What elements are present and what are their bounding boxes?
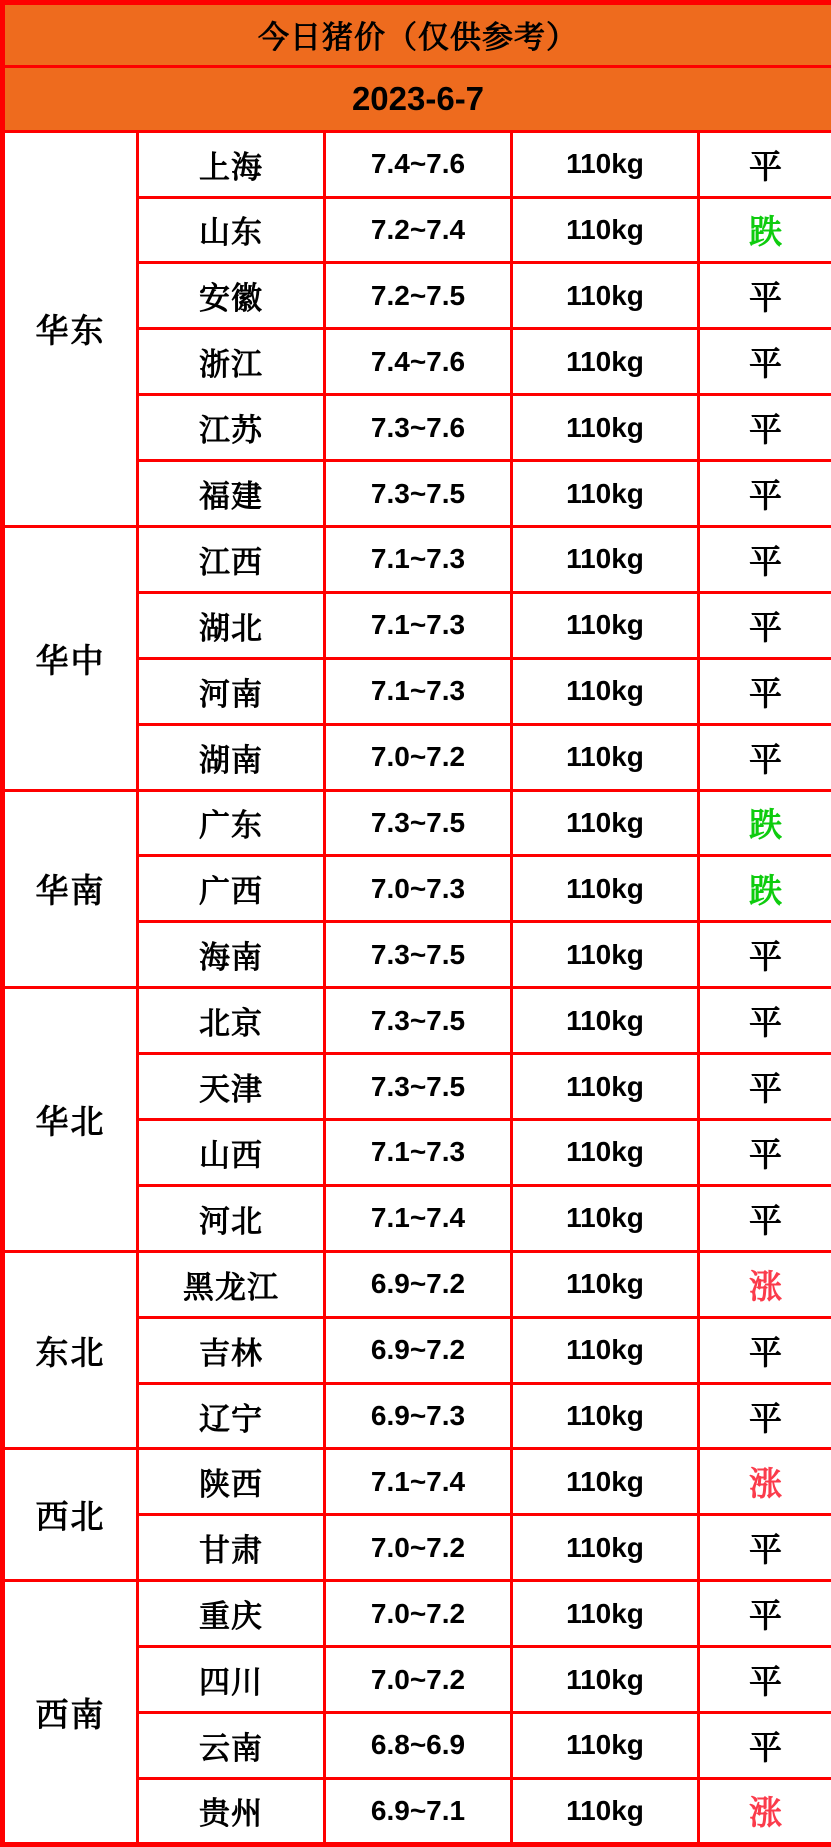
province-cell: 陕西 <box>138 1449 325 1515</box>
province-cell: 河南 <box>138 658 325 724</box>
table-row <box>3 1449 831 1515</box>
weight-cell: 110kg <box>512 1647 699 1713</box>
date-label: 2023-6-7 <box>3 66 831 131</box>
price-cell: 7.3~7.5 <box>325 461 512 527</box>
province-cell: 广东 <box>138 790 325 856</box>
price-cell: 6.8~6.9 <box>325 1713 512 1779</box>
province-cell: 贵州 <box>138 1778 325 1844</box>
region-cell: 华中 <box>3 526 138 790</box>
status-cell: 平 <box>699 1185 831 1251</box>
status-cell: 平 <box>699 526 831 592</box>
region-cell: 华南 <box>3 790 138 988</box>
province-cell: 湖南 <box>138 724 325 790</box>
weight-cell: 110kg <box>512 1317 699 1383</box>
province-cell: 甘肃 <box>138 1515 325 1581</box>
weight-cell: 110kg <box>512 988 699 1054</box>
weight-cell: 110kg <box>512 922 699 988</box>
price-cell: 7.1~7.3 <box>325 658 512 724</box>
weight-cell: 110kg <box>512 263 699 329</box>
status-cell: 平 <box>699 395 831 461</box>
province-cell: 四川 <box>138 1647 325 1713</box>
weight-cell: 110kg <box>512 1581 699 1647</box>
status-cell: 平 <box>699 1647 831 1713</box>
table-row <box>3 988 831 1054</box>
status-cell: 平 <box>699 263 831 329</box>
status-cell: 平 <box>699 658 831 724</box>
weight-cell: 110kg <box>512 197 699 263</box>
weight-cell: 110kg <box>512 461 699 527</box>
price-table-body <box>3 3 831 1845</box>
weight-cell: 110kg <box>512 1713 699 1779</box>
price-cell: 6.9~7.2 <box>325 1251 512 1317</box>
status-cell: 平 <box>699 922 831 988</box>
status-cell: 平 <box>699 461 831 527</box>
status-cell: 平 <box>699 131 831 197</box>
province-cell: 上海 <box>138 131 325 197</box>
price-cell: 7.0~7.3 <box>325 856 512 922</box>
table-row <box>3 131 831 197</box>
weight-cell: 110kg <box>512 1449 699 1515</box>
province-cell: 天津 <box>138 1054 325 1120</box>
price-cell: 7.0~7.2 <box>325 1647 512 1713</box>
price-cell: 7.3~7.5 <box>325 790 512 856</box>
price-cell: 7.0~7.2 <box>325 1581 512 1647</box>
province-cell: 辽宁 <box>138 1383 325 1449</box>
province-cell: 黑龙江 <box>138 1251 325 1317</box>
weight-cell: 110kg <box>512 1054 699 1120</box>
date-row <box>3 66 831 131</box>
status-cell: 跌 <box>699 790 831 856</box>
status-cell: 平 <box>699 1713 831 1779</box>
province-cell: 江苏 <box>138 395 325 461</box>
weight-cell: 110kg <box>512 724 699 790</box>
province-cell: 安徽 <box>138 263 325 329</box>
status-cell: 跌 <box>699 197 831 263</box>
weight-cell: 110kg <box>512 329 699 395</box>
price-cell: 7.2~7.5 <box>325 263 512 329</box>
region-cell: 西南 <box>3 1581 138 1845</box>
weight-cell: 110kg <box>512 658 699 724</box>
status-cell: 平 <box>699 724 831 790</box>
table-row <box>3 790 831 856</box>
province-cell: 重庆 <box>138 1581 325 1647</box>
weight-cell: 110kg <box>512 856 699 922</box>
price-cell: 7.1~7.4 <box>325 1185 512 1251</box>
province-cell: 云南 <box>138 1713 325 1779</box>
price-cell: 7.0~7.2 <box>325 1515 512 1581</box>
status-cell: 涨 <box>699 1449 831 1515</box>
price-cell: 7.3~7.5 <box>325 988 512 1054</box>
weight-cell: 110kg <box>512 395 699 461</box>
status-cell: 平 <box>699 1581 831 1647</box>
status-cell: 跌 <box>699 856 831 922</box>
province-cell: 江西 <box>138 526 325 592</box>
status-cell: 涨 <box>699 1778 831 1844</box>
price-cell: 7.0~7.2 <box>325 724 512 790</box>
price-cell: 7.3~7.5 <box>325 1054 512 1120</box>
province-cell: 海南 <box>138 922 325 988</box>
weight-cell: 110kg <box>512 1383 699 1449</box>
price-cell: 7.3~7.6 <box>325 395 512 461</box>
table-row <box>3 1251 831 1317</box>
status-cell: 平 <box>699 329 831 395</box>
province-cell: 河北 <box>138 1185 325 1251</box>
weight-cell: 110kg <box>512 1778 699 1844</box>
region-cell: 华东 <box>3 131 138 526</box>
province-cell: 福建 <box>138 461 325 527</box>
weight-cell: 110kg <box>512 1515 699 1581</box>
page-title: 今日猪价（仅供参考） <box>3 3 831 67</box>
price-cell: 7.1~7.3 <box>325 592 512 658</box>
price-cell: 6.9~7.2 <box>325 1317 512 1383</box>
status-cell: 平 <box>699 1515 831 1581</box>
weight-cell: 110kg <box>512 1185 699 1251</box>
province-cell: 吉林 <box>138 1317 325 1383</box>
price-cell: 7.1~7.3 <box>325 1120 512 1186</box>
price-cell: 7.4~7.6 <box>325 329 512 395</box>
price-cell: 7.3~7.5 <box>325 922 512 988</box>
status-cell: 平 <box>699 988 831 1054</box>
weight-cell: 110kg <box>512 1251 699 1317</box>
status-cell: 平 <box>699 1383 831 1449</box>
province-cell: 广西 <box>138 856 325 922</box>
weight-cell: 110kg <box>512 790 699 856</box>
price-cell: 7.1~7.4 <box>325 1449 512 1515</box>
weight-cell: 110kg <box>512 526 699 592</box>
price-cell: 7.1~7.3 <box>325 526 512 592</box>
region-cell: 华北 <box>3 988 138 1252</box>
region-cell: 西北 <box>3 1449 138 1581</box>
table-row <box>3 1581 831 1647</box>
province-cell: 山东 <box>138 197 325 263</box>
region-cell: 东北 <box>3 1251 138 1449</box>
price-cell: 6.9~7.1 <box>325 1778 512 1844</box>
price-cell: 7.2~7.4 <box>325 197 512 263</box>
status-cell: 平 <box>699 1317 831 1383</box>
status-cell: 平 <box>699 1120 831 1186</box>
weight-cell: 110kg <box>512 1120 699 1186</box>
status-cell: 平 <box>699 592 831 658</box>
weight-cell: 110kg <box>512 592 699 658</box>
table-row <box>3 526 831 592</box>
title-row <box>3 3 831 67</box>
province-cell: 湖北 <box>138 592 325 658</box>
province-cell: 山西 <box>138 1120 325 1186</box>
province-cell: 北京 <box>138 988 325 1054</box>
price-cell: 7.4~7.6 <box>325 131 512 197</box>
status-cell: 平 <box>699 1054 831 1120</box>
weight-cell: 110kg <box>512 131 699 197</box>
province-cell: 浙江 <box>138 329 325 395</box>
status-cell: 涨 <box>699 1251 831 1317</box>
price-cell: 6.9~7.3 <box>325 1383 512 1449</box>
